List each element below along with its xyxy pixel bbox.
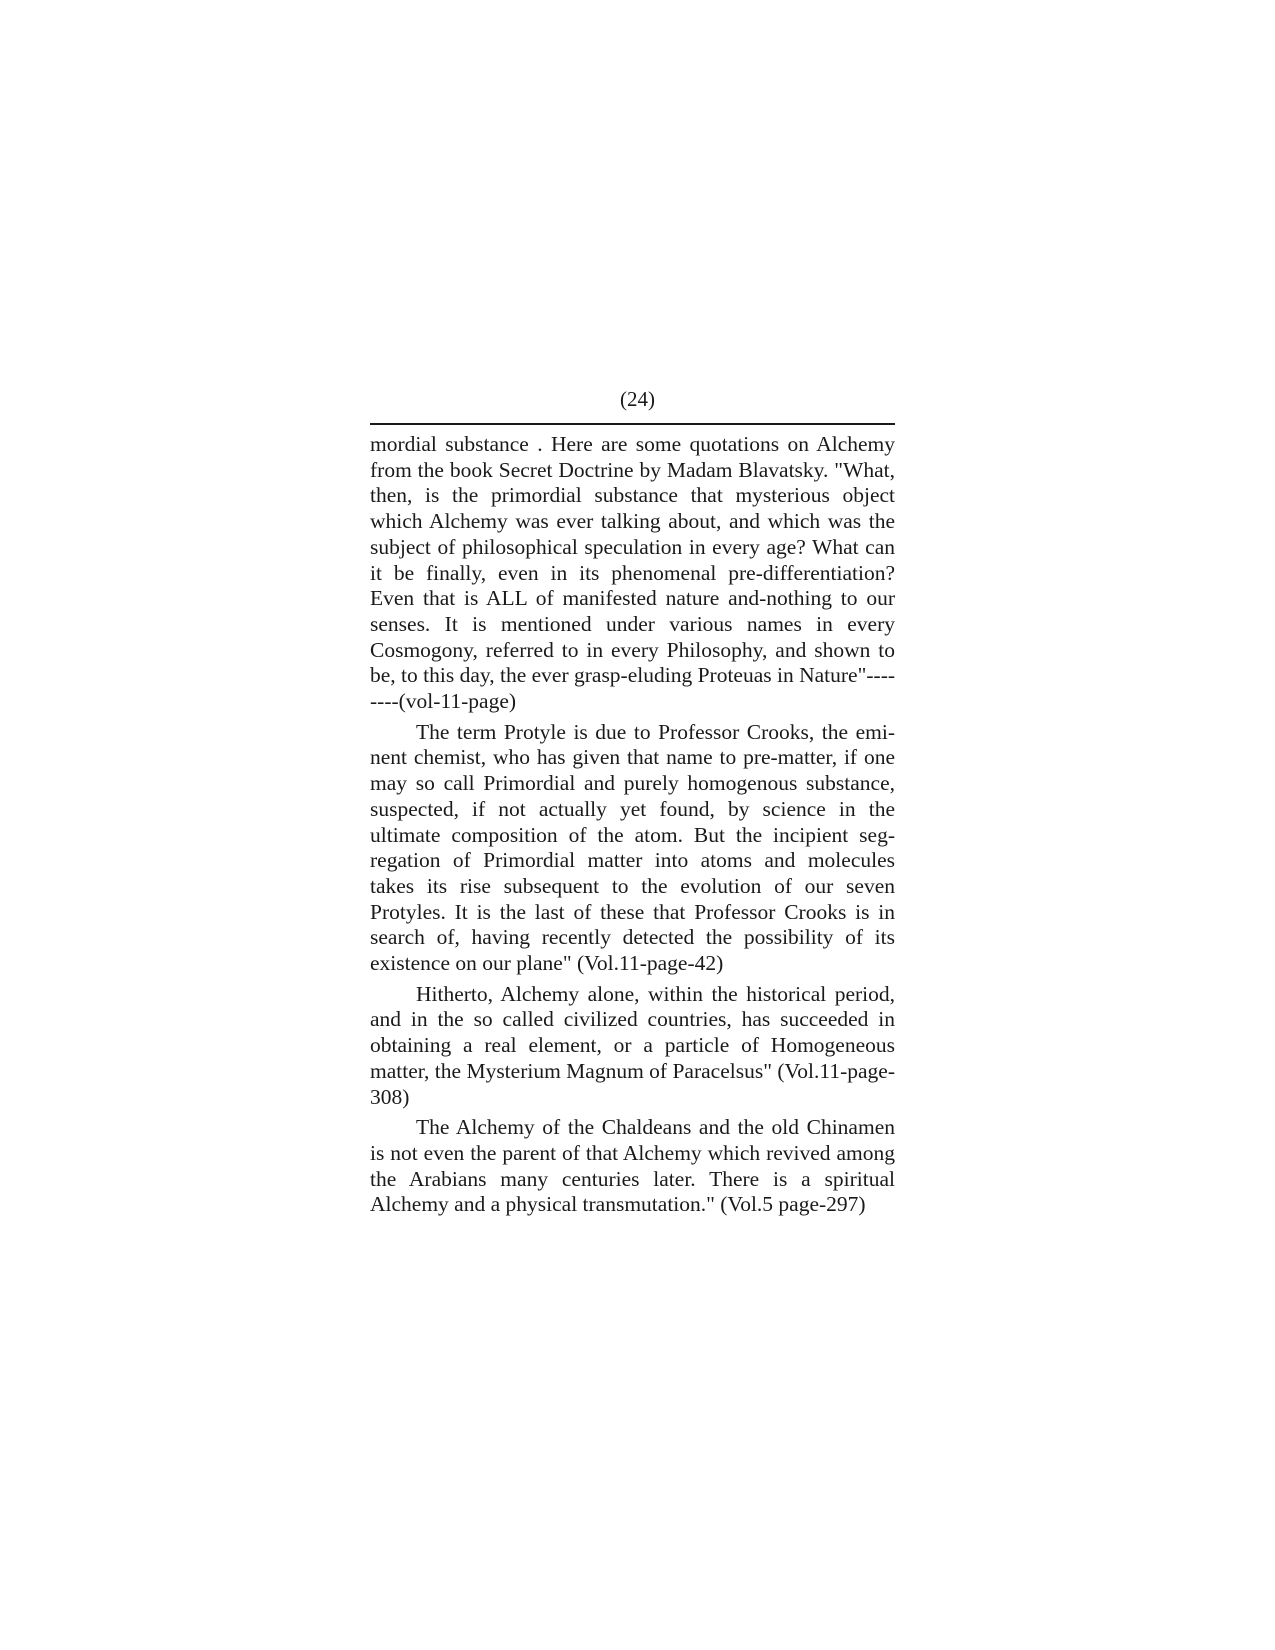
body-text xyxy=(370,432,895,1223)
paragraph-protyle: The term Protyle is due to Professor Crooks, the eminent chemist, who has given that name to pre-matter, if one may so call Primordial and purely homogenous substance, suspected, if not actually yet found, by science in the ultimate composition of the atom. But the incipient segregation of Primordial matter into atoms and molecules takes its rise subsequent to the evolution of our seven Protyles. It is the last of these that Professor Crooks is in search of, having recently detected the possibility of its existence on our plane" (Vol.11-page-42) xyxy=(370,719,895,976)
header-rule xyxy=(370,423,895,425)
paragraph-continuation: mordial substance . Here are some quotations on Alchemy from the book Secret Doctrine by Madam Blavatsky. "What, then, is the primordial substance that mysterious object which Alchemy was ever talking about, and which was the subject of philosophical speculation in every age? What can it be finally, even in its phenomenal pre-differentiation? Even that is ALL of manifested nature and-nothing to our senses. It is mentioned under various names in every Cosmogony, referred to in every Philosophy, and shown to be, to this day, the ever grasp-eluding Proteuas in Nature"--------(vol-11-page) xyxy=(370,432,896,714)
paragraph-chaldeans: The Alchemy of the Chaldeans and the old Chinamen is not even the parent of that Alchemy which revived among the Arabians many centuries later. There is a spiritual Alchemy and a physical transmutation." (Vol.5 page-297) xyxy=(370,1115,895,1217)
paragraph-hitherto: Hitherto, Alchemy alone, within the historical period, and in the so called civilized countries, has succeeded in obtaining a real element, or a particle of Homogeneous matter, the Mysterium Magnum of Paracelsus" (Vol.11-page-308) xyxy=(370,981,895,1109)
page-number: (24) xyxy=(620,387,655,411)
